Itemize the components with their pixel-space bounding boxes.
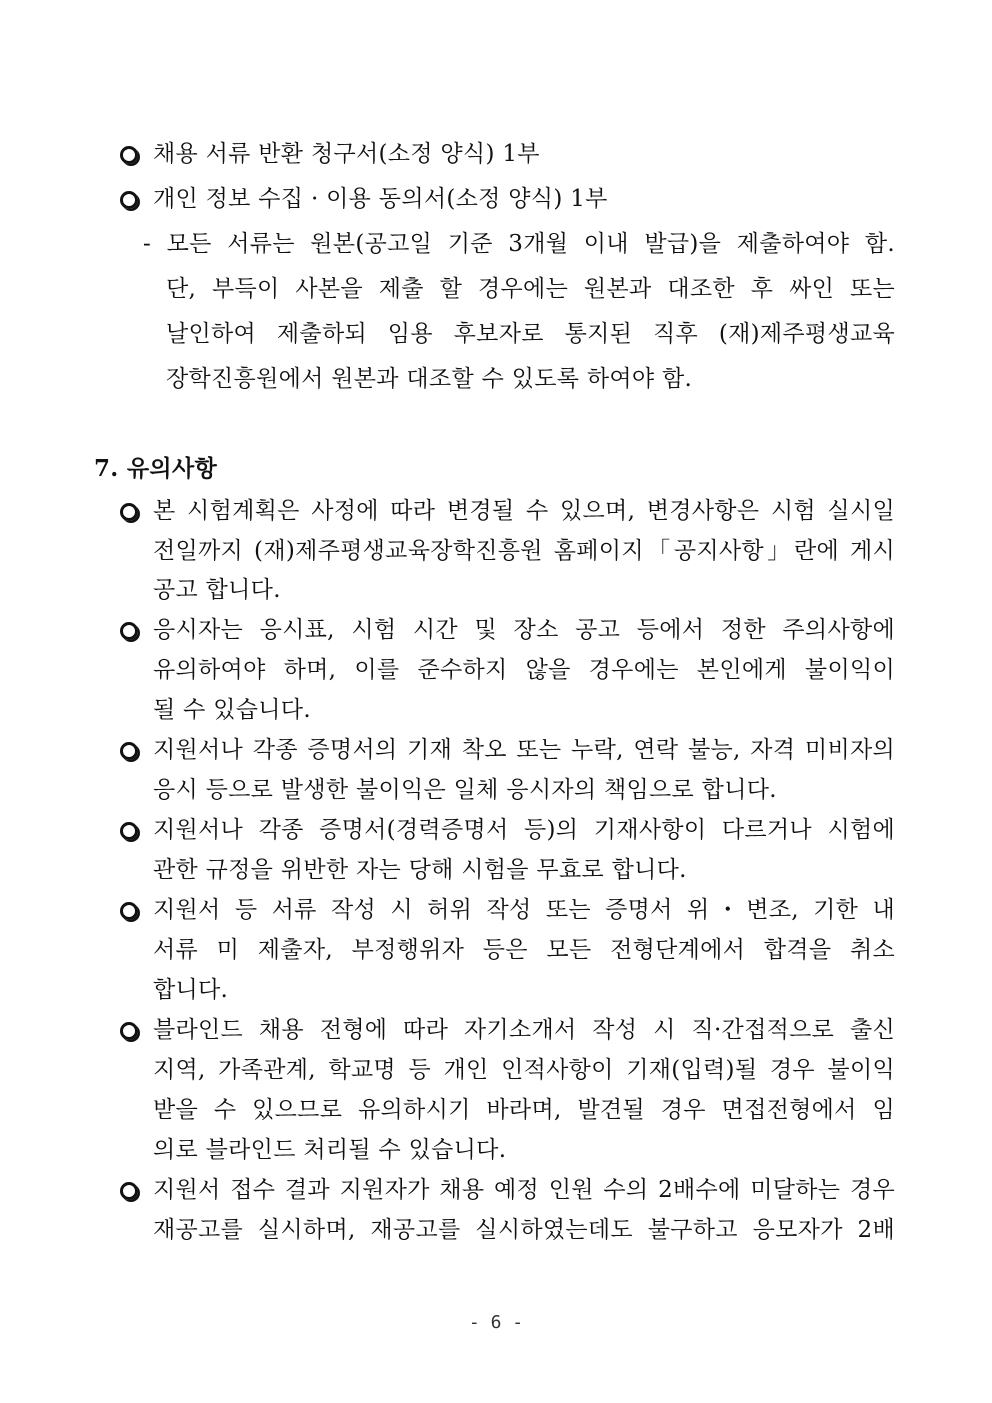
bullet-icon: [120, 1022, 138, 1040]
list-item: 채용 서류 반환 청구서(소정 양식) 1부: [153, 141, 540, 167]
list-item-line: 지원서나 각종 증명서의 기재 착오 또는 누락, 연락 불능, 자격 미비자의: [153, 737, 895, 763]
list-item-line: 유의하여야 하며, 이를 준수하지 않을 경우에는 본인에게 불이익이: [153, 657, 895, 683]
bullet-icon: [120, 503, 138, 521]
list-item-line: 관한 규정을 위반한 자는 당해 시험을 무효로 합니다.: [153, 857, 687, 883]
note-line: 단, 부득이 사본을 제출 할 경우에는 원본과 대조한 후 싸인 또는: [166, 276, 895, 302]
list-item-line: 합니다.: [153, 977, 229, 1003]
list-item-line: 공고 합니다.: [153, 577, 281, 603]
bullet-icon: [120, 1182, 138, 1200]
list-item-line: 의로 블라인드 처리될 수 있습니다.: [153, 1137, 507, 1163]
note-line: 날인하여 제출하되 임용 후보자로 통지된 직후 (재)제주평생교육: [166, 321, 895, 347]
list-item: 개인 정보 수집 · 이용 동의서(소정 양식) 1부: [153, 186, 608, 212]
note-line: 장학진흥원에서 원본과 대조할 수 있도록 하여야 함.: [166, 366, 693, 392]
bullet-icon: [120, 146, 138, 164]
page-number: - 6 -: [468, 1312, 524, 1333]
list-item-line: 지원서 접수 결과 지원자가 채용 예정 인원 수의 2배수에 미달하는 경우: [153, 1177, 895, 1203]
bullet-icon: [120, 822, 138, 840]
list-item-line: 응시 등으로 발생한 불이익은 일체 응시자의 책임으로 합니다.: [153, 777, 777, 803]
list-item-line: 서류 미 제출자, 부정행위자 등은 모든 전형단계에서 합격을 취소: [153, 937, 895, 963]
list-item-line: 지원서나 각종 증명서(경력증명서 등)의 기재사항이 다르거나 시험에: [153, 817, 895, 843]
bullet-icon: [120, 902, 138, 920]
section-heading: 7. 유의사항: [94, 455, 217, 482]
list-item-line: 전일까지 (재)제주평생교육장학진흥원 홈페이지「공지사항」란에 게시: [153, 538, 895, 564]
list-item-line: 본 시험계획은 사정에 따라 변경될 수 있으며, 변경사항은 시험 실시일: [153, 498, 895, 524]
list-item-line: 받을 수 있으므로 유의하시기 바라며, 발견될 경우 면접전형에서 임: [153, 1097, 895, 1123]
bullet-icon: [120, 742, 138, 760]
list-item-line: 될 수 있습니다.: [153, 697, 311, 723]
list-item-line: 지역, 가족관계, 학교명 등 개인 인적사항이 기재(입력)될 경우 불이익: [153, 1057, 895, 1083]
list-item-line: 블라인드 채용 전형에 따라 자기소개서 작성 시 직·간접적으로 출신: [153, 1017, 895, 1043]
list-item-line: 지원서 등 서류 작성 시 허위 작성 또는 증명서 위・변조, 기한 내: [153, 897, 895, 923]
bullet-icon: [120, 191, 138, 209]
bullet-icon: [120, 622, 138, 640]
list-item-line: 재공고를 실시하며, 재공고를 실시하였는데도 불구하고 응모자가 2배: [153, 1217, 895, 1243]
list-item-line: 응시자는 응시표, 시험 시간 및 장소 공고 등에서 정한 주의사항에: [153, 617, 895, 643]
note-line: - 모든 서류는 원본(공고일 기준 3개월 이내 발급)을 제출하여야 함.: [143, 231, 895, 257]
